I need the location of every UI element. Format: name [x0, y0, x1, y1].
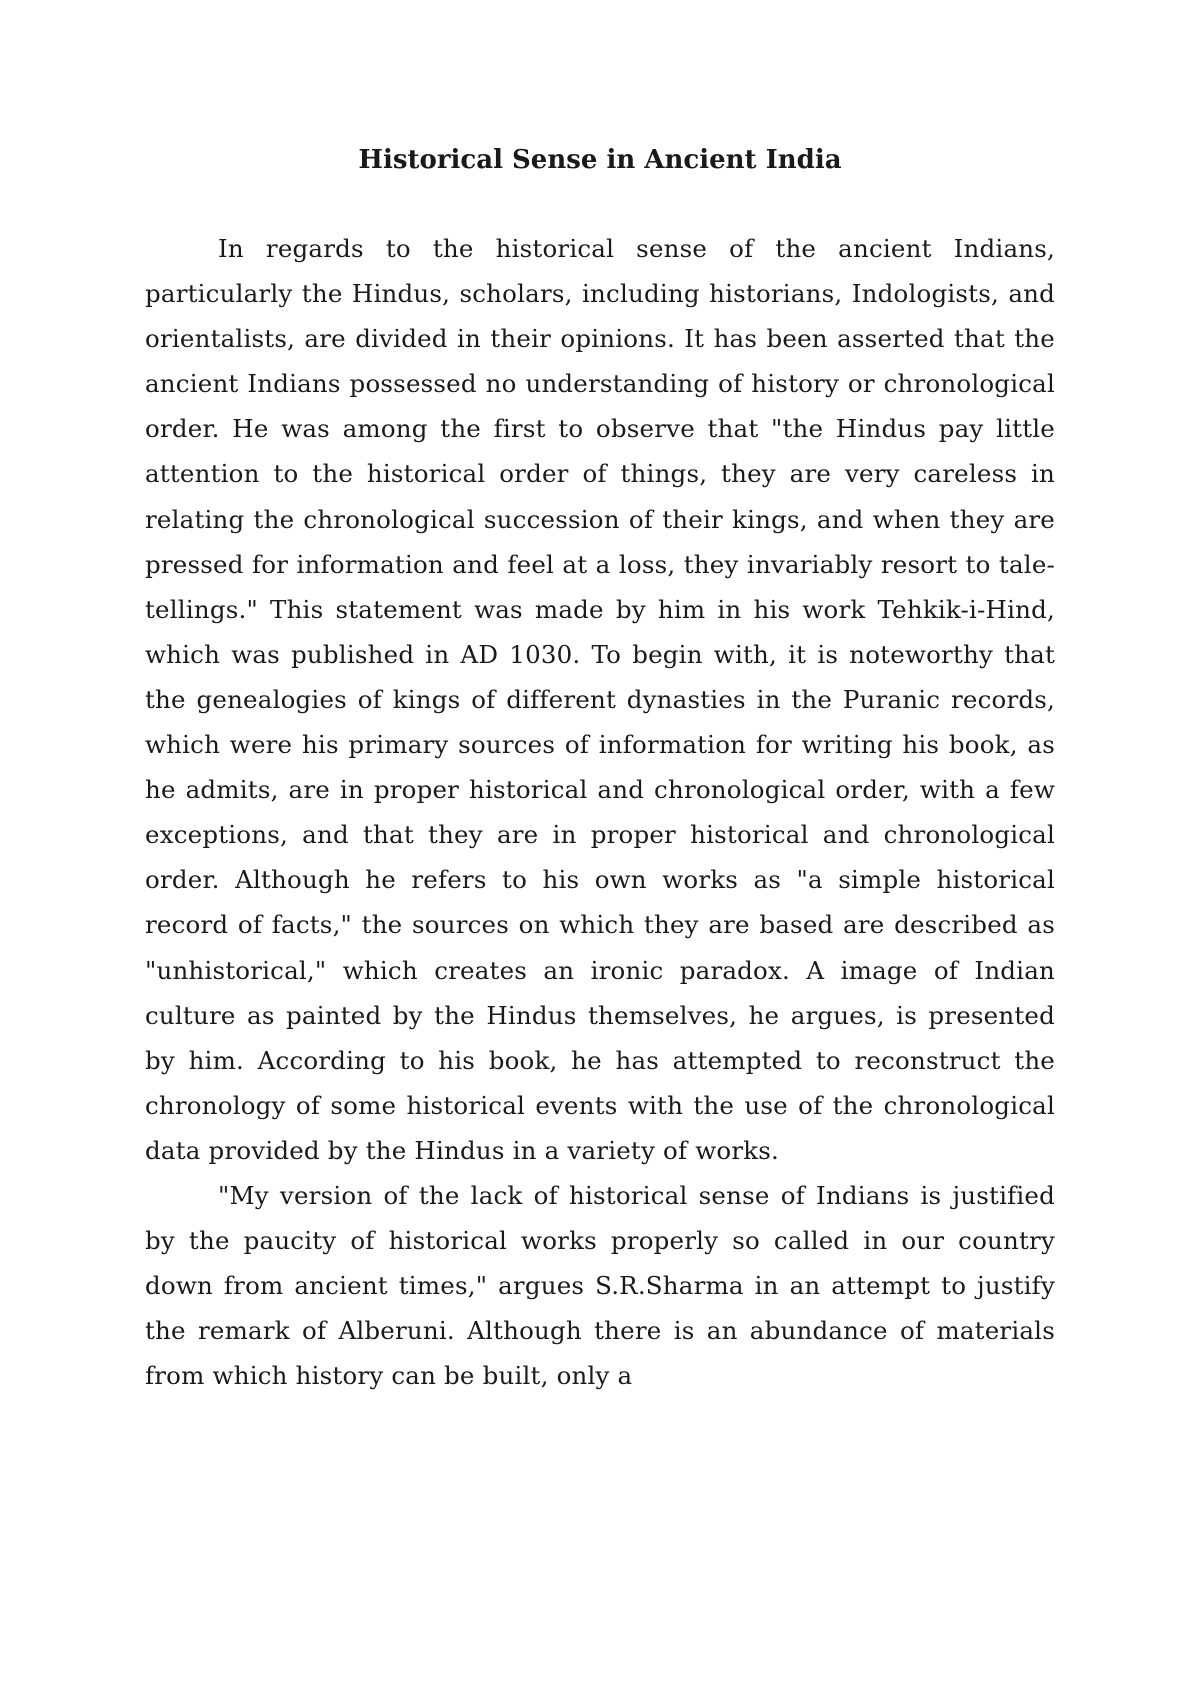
paragraph: "My version of the lack of historical sense of Indians is justified by the paucity of historical works properly so called in our country down from ancient times," argues S.R.Sharma in an attempt to justify the remark of Alberuni. Although there is an abundance of materials from which history can be built, only a: [145, 1180, 1055, 1391]
paragraph: In regards to the historical sense of the ancient Indians, particularly the Hindus, scholars, including historians, Indologists, and orientalists, are divided in their opinions. It has been asserted that the ancient Indians possessed no understanding of history or chronological order. He was among the first to observe that "the Hindus pay little attention to the historical order of things, they are very careless in relating the chronological succession of their kings, and when they are pressed for information and feel at a loss, they invariably resort to tale-tellings." This statement was made by him in his work Tehkik-i-Hind, which was published in AD 1030. To begin with, it is noteworthy that the genealogies of kings of different dynasties in the Puranic records, which were his primary sources of information for writing his book, as he admits, are in proper historical and chronological order, with a few exceptions, and that they are in proper historical and chronological order. Although he refers to his own works as "a simple historical record of facts," the sources on which they are based are described as "unhistorical," which creates an ironic paradox. A image of Indian culture as painted by the Hindus themselves, he argues, is presented by him. According to his book, he has attempted to reconstruct the chronology of some historical events with the use of the chronological data provided by the Hindus in a variety of works.: [145, 234, 1055, 1165]
document-title: Historical Sense in Ancient India: [358, 145, 842, 175]
document-body: [145, 226, 1055, 1398]
